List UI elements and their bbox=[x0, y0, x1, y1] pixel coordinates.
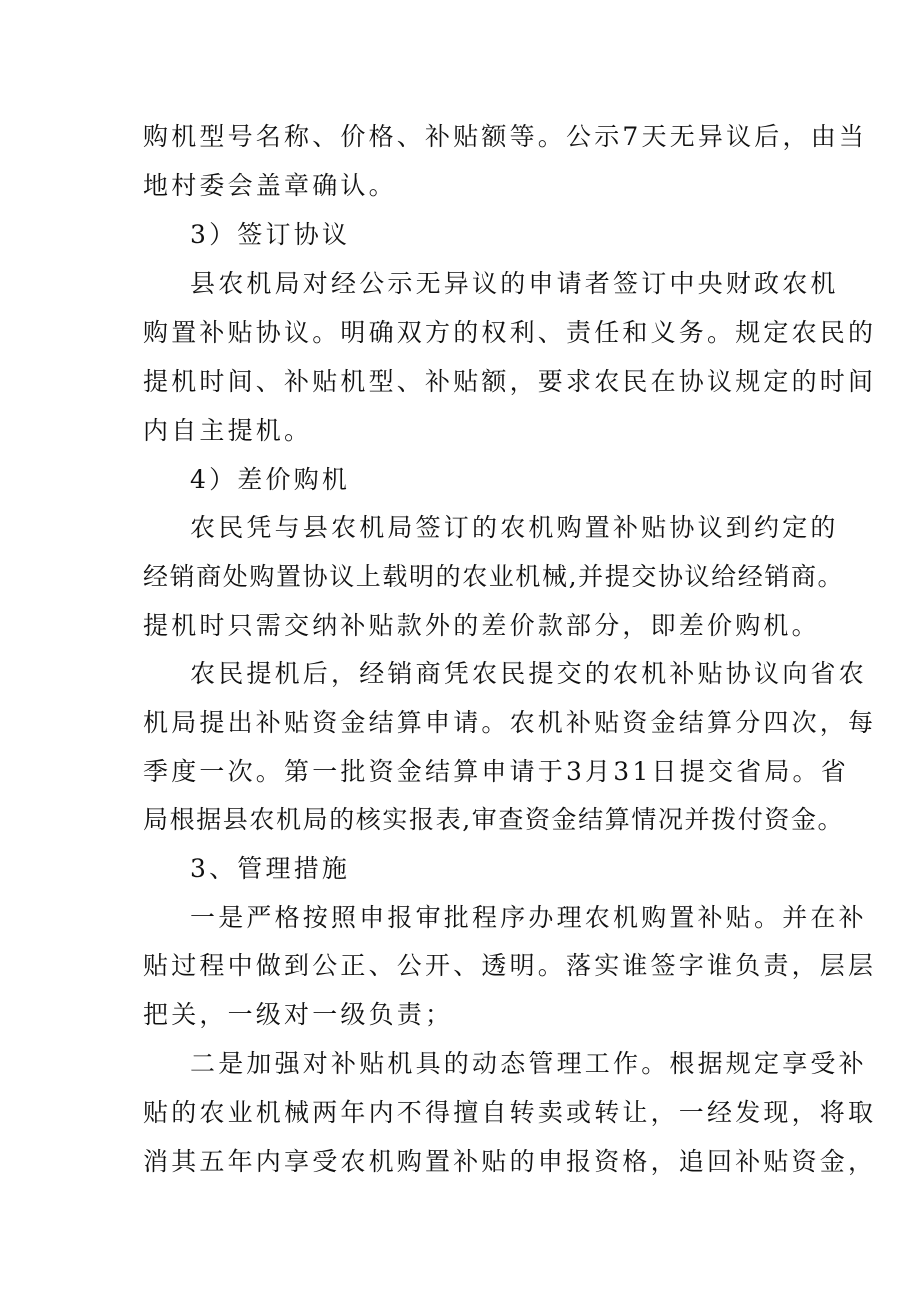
paragraph-line: 县农机局对经公示无异议的申请者签订中央财政农机 bbox=[190, 269, 839, 298]
paragraph-line: 购机型号名称、价格、补贴额等。公示7天无异议后，由当 bbox=[143, 122, 868, 151]
paragraph-line: 局根据县农机局的核实报表,审查资金结算情况并拨付资金。 bbox=[143, 805, 845, 834]
paragraph-line: 提机时只需交纳补贴款外的差价款部分，即差价购机。 bbox=[143, 611, 820, 640]
paragraph-line: 提机时间、补贴机型、补贴额，要求农民在协议规定的时间 bbox=[143, 367, 877, 396]
paragraph-line: 一是严格按照申报审批程序办理农机购置补贴。并在补 bbox=[190, 903, 867, 932]
paragraph-line: 购置补贴协议。明确双方的权利、责任和义务。规定农民的 bbox=[143, 318, 877, 347]
paragraph-line: 地村委会盖章确认。 bbox=[143, 171, 397, 200]
paragraph-line: 贴过程中做到公正、公开、透明。落实谁签字谁负责，层层 bbox=[143, 951, 877, 980]
paragraph-line: 经销商处购置协议上载明的农业机械,并提交协议给经销商。 bbox=[143, 562, 845, 591]
paragraph-line: 机局提出补贴资金结算申请。农机补贴资金结算分四次，每 bbox=[143, 708, 877, 737]
section-heading: 4）差价购机 bbox=[190, 465, 351, 494]
section-heading: 3、管理措施 bbox=[190, 854, 351, 883]
paragraph-line: 把关，一级对一级负责； bbox=[143, 1000, 454, 1029]
paragraph-line: 季度一次。第一批资金结算申请于3月31日提交省局。省 bbox=[143, 757, 849, 786]
paragraph-line: 贴的农业机械两年内不得擅自转卖或转让，一经发现，将取 bbox=[143, 1098, 877, 1127]
section-heading: 3）签订协议 bbox=[190, 220, 351, 249]
paragraph-line: 二是加强对补贴机具的动态管理工作。根据规定享受补 bbox=[190, 1049, 867, 1078]
paragraph-line: 农民提机后，经销商凭农民提交的农机补贴协议向省农 bbox=[190, 659, 867, 688]
paragraph-line: 内自主提机。 bbox=[143, 416, 313, 445]
paragraph-line: 消其五年内享受农机购置补贴的申报资格，追回补贴资金， bbox=[143, 1147, 877, 1176]
paragraph-line: 农民凭与县农机局签订的农机购置补贴协议到约定的 bbox=[190, 513, 839, 542]
